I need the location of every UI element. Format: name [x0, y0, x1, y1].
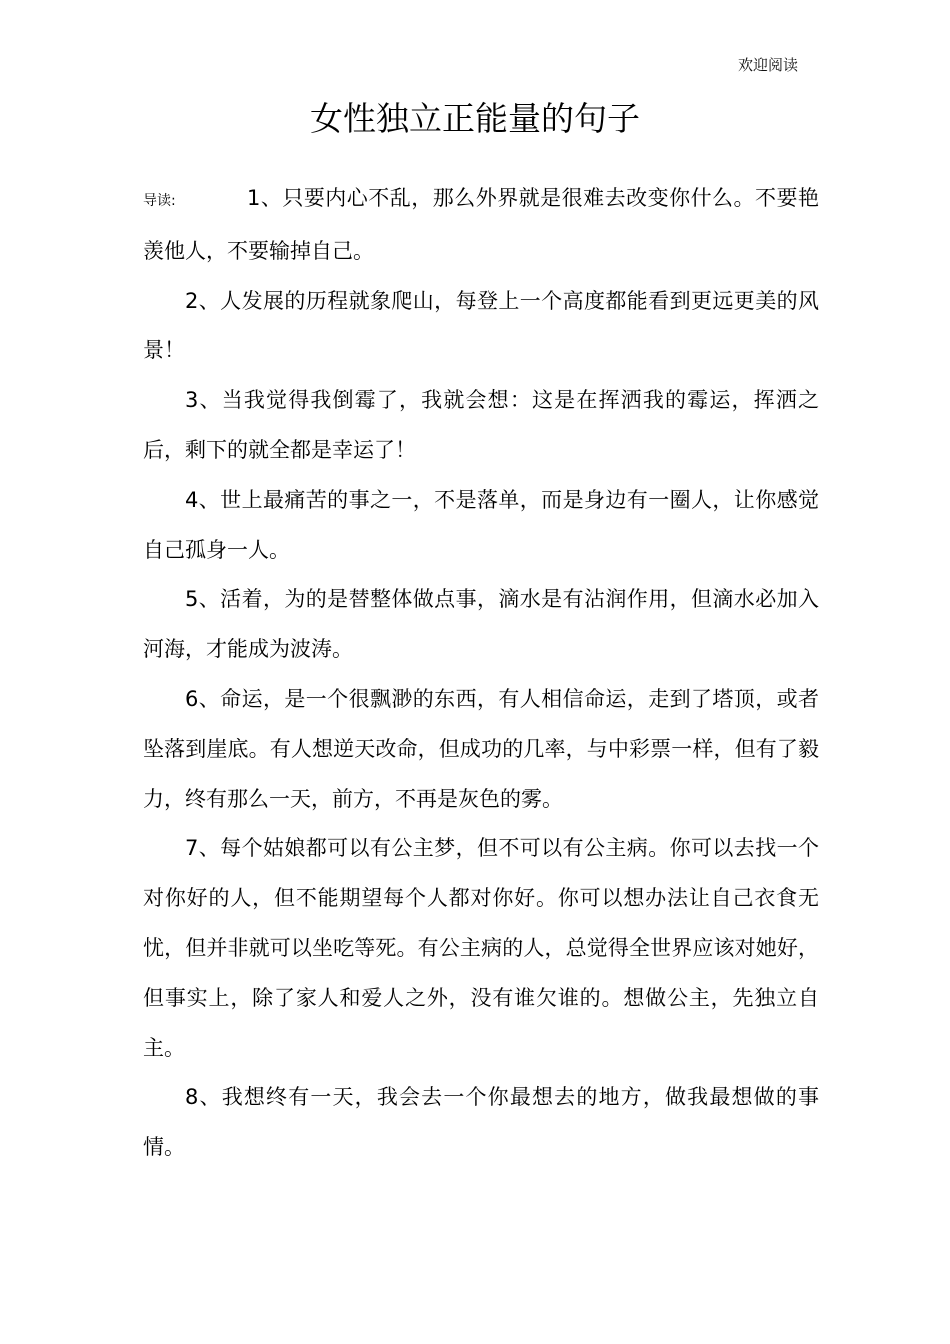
- paragraph-8: 8、我想终有一天，我会去一个你最想去的地方，做我最想做的事情。: [143, 1085, 819, 1160]
- paragraph-1-text: 1、只要内心不乱，那么外界就是很难去改变你什么。不要艳羡他人，不要输掉自己。: [143, 186, 819, 263]
- paragraph-7: 7、每个姑娘都可以有公主梦，但不可以有公主病。你可以去找一个对你好的人，但不能期望每个人都对你好。你可以想办法让自己衣食无忧，但并非就可以坐吃等死。有公主病的人，总觉得全世界应该对她好，但事实上，除了家人和爱人之外，没有谁欠谁的。想做公主，先独立自主。: [143, 836, 819, 1060]
- paragraph-5: 5、活着，为的是替整体做点事，滴水是有沾润作用，但滴水必加入河海，才能成为波涛。: [143, 587, 819, 662]
- document-title: 女性独立正能量的句子: [310, 99, 640, 138]
- paragraph-3: 3、当我觉得我倒霉了，我就会想：这是在挥洒我的霉运，挥洒之后，剩下的就全都是幸运了！: [143, 388, 819, 462]
- paragraph-6: 6、命运，是一个很飘渺的东西，有人相信命运，走到了塔顶，或者坠落到崖底。有人想逆天改命，但成功的几率，与中彩票一样，但有了毅力，终有那么一天，前方，不再是灰色的雾。: [143, 686, 819, 811]
- paragraph-1: [143, 174, 819, 277]
- paragraph-4: 4、世上最痛苦的事之一，不是落单，而是身边有一圈人，让你感觉自己孤身一人。: [143, 487, 819, 562]
- document-body: [143, 174, 819, 1173]
- header-note: 欢迎阅读: [737, 56, 798, 74]
- paragraph-2: 2、人发展的历程就象爬山，每登上一个高度都能看到更远更美的风景！: [143, 288, 819, 363]
- lead-label: 导读:: [143, 193, 176, 209]
